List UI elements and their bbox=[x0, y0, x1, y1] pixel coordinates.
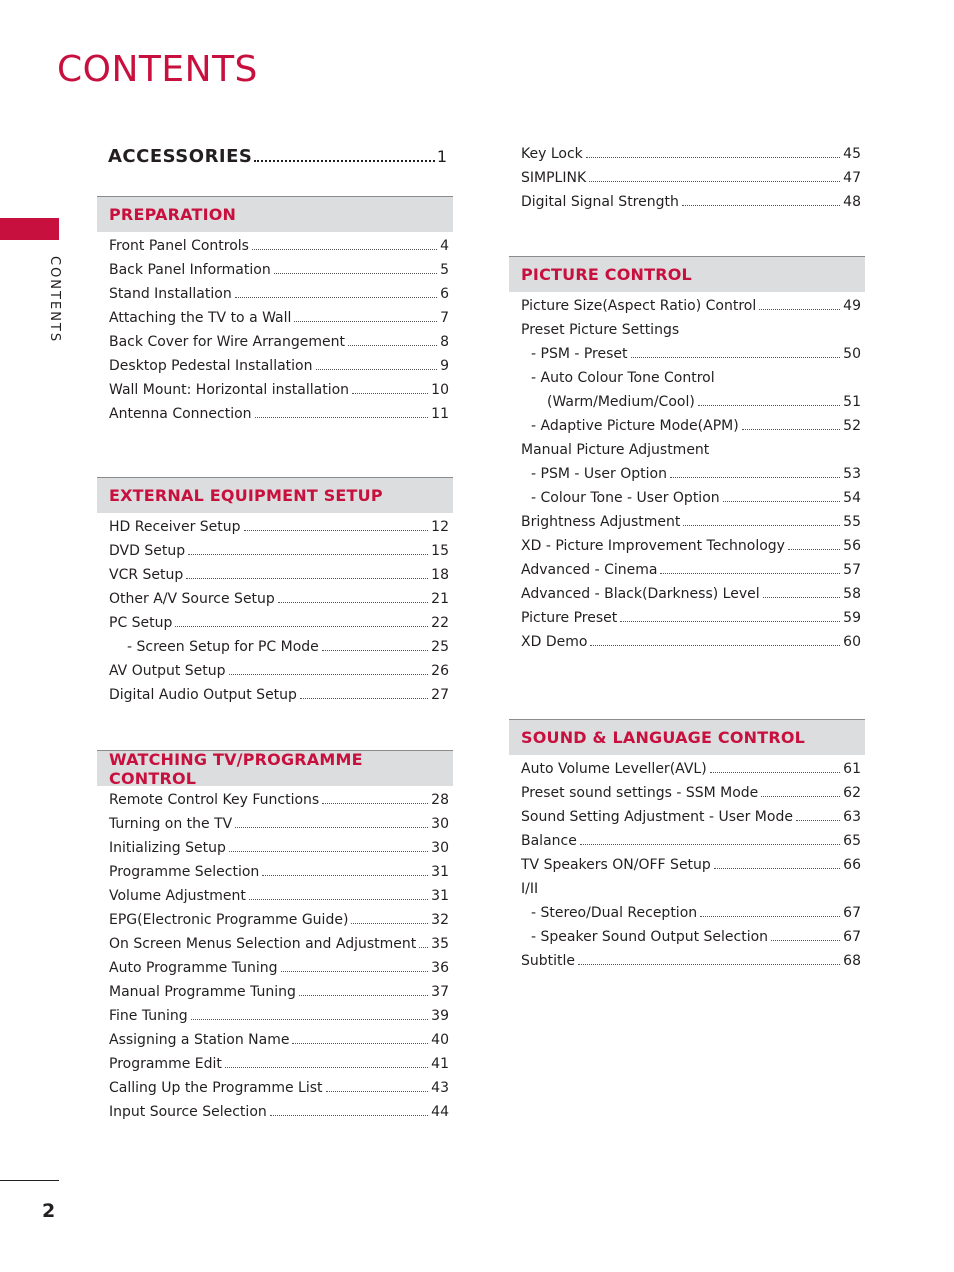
toc-entry[interactable] bbox=[521, 881, 861, 905]
toc-entry-label: - PSM - User Option bbox=[531, 466, 667, 482]
dot-leader bbox=[631, 357, 841, 358]
toc-entry-page: 8 bbox=[440, 334, 449, 350]
toc-entry-label: Back Cover for Wire Arrangement bbox=[109, 334, 345, 350]
toc-entry-label: (Warm/Medium/Cool) bbox=[547, 394, 695, 410]
toc-entry[interactable] bbox=[521, 346, 861, 370]
toc-entry-label: Calling Up the Programme List bbox=[109, 1080, 323, 1096]
toc-entry-label: Programme Edit bbox=[109, 1056, 222, 1072]
toc-entry-label: - Auto Colour Tone Control bbox=[531, 370, 715, 386]
toc-entry-label: HD Receiver Setup bbox=[109, 519, 241, 535]
dot-leader bbox=[292, 1043, 428, 1044]
section-heading: WATCHING TV/PROGRAMME CONTROL bbox=[109, 749, 363, 788]
toc-entry-label: Picture Size(Aspect Ratio) Control bbox=[521, 298, 757, 314]
toc-list bbox=[509, 292, 865, 658]
dot-leader bbox=[763, 597, 841, 598]
toc-entry-page: 22 bbox=[431, 615, 449, 631]
side-section-label: CONTENTS bbox=[47, 256, 62, 344]
dot-leader bbox=[723, 501, 841, 502]
toc-entry[interactable] bbox=[109, 960, 449, 984]
toc-entry[interactable] bbox=[521, 146, 861, 170]
dot-leader bbox=[244, 530, 429, 531]
dot-leader bbox=[262, 875, 428, 876]
toc-list bbox=[97, 232, 453, 430]
toc-entry-label: - Screen Setup for PC Mode bbox=[127, 639, 319, 655]
toc-entry-label: ACCESSORIES bbox=[108, 146, 253, 167]
toc-entry[interactable] bbox=[109, 639, 449, 663]
toc-entry[interactable] bbox=[521, 857, 861, 881]
toc-entry[interactable] bbox=[109, 334, 449, 358]
toc-list bbox=[97, 786, 453, 1128]
toc-entry-label: Antenna Connection bbox=[109, 406, 252, 422]
toc-entry[interactable] bbox=[109, 912, 449, 936]
dot-leader bbox=[788, 549, 840, 550]
dot-leader bbox=[348, 345, 437, 346]
dot-leader bbox=[294, 321, 437, 322]
toc-entry-page: 31 bbox=[431, 888, 449, 904]
toc-entry-label: Assigning a Station Name bbox=[109, 1032, 290, 1048]
left-column bbox=[97, 146, 453, 1128]
section-heading-band bbox=[97, 196, 453, 232]
dot-leader bbox=[299, 995, 428, 996]
toc-entry[interactable] bbox=[521, 634, 861, 658]
dot-leader bbox=[175, 626, 428, 627]
dot-leader bbox=[229, 674, 429, 675]
dot-leader bbox=[254, 160, 434, 162]
toc-entry[interactable] bbox=[521, 370, 861, 394]
toc-entry-label: - Adaptive Picture Mode(APM) bbox=[531, 418, 739, 434]
section-heading-band bbox=[509, 719, 865, 755]
toc-entry-page: 12 bbox=[431, 519, 449, 535]
toc-entry[interactable] bbox=[109, 792, 449, 816]
dot-leader bbox=[316, 369, 438, 370]
toc-entry[interactable] bbox=[109, 816, 449, 840]
toc-entry-label: Input Source Selection bbox=[109, 1104, 267, 1120]
toc-entry[interactable] bbox=[521, 322, 861, 346]
toc-entry-label: Key Lock bbox=[521, 146, 583, 162]
toc-entry-page: 68 bbox=[843, 953, 861, 969]
dot-leader bbox=[796, 820, 840, 821]
toc-entry-page: 30 bbox=[431, 840, 449, 856]
toc-entry-label: VCR Setup bbox=[109, 567, 184, 583]
toc-entry[interactable] bbox=[109, 840, 449, 864]
toc-entry-label: On Screen Menus Selection and Adjustment bbox=[109, 936, 417, 952]
toc-entry-page: 58 bbox=[843, 586, 861, 602]
toc-section bbox=[97, 196, 453, 430]
dot-leader bbox=[590, 645, 840, 646]
toc-entry-page: 45 bbox=[843, 146, 861, 162]
toc-entry[interactable] bbox=[521, 538, 861, 562]
toc-entry-page: 25 bbox=[431, 639, 449, 655]
toc-entry-page: 43 bbox=[431, 1080, 449, 1096]
toc-entry-page: 57 bbox=[843, 562, 861, 578]
toc-entry-label: - PSM - Preset bbox=[531, 346, 628, 362]
toc-entry[interactable] bbox=[521, 562, 861, 586]
dot-leader bbox=[326, 1091, 429, 1092]
dot-leader bbox=[759, 309, 840, 310]
toc-entry-label: Front Panel Controls bbox=[109, 238, 249, 254]
toc-entry[interactable] bbox=[521, 785, 861, 809]
toc-entry[interactable] bbox=[521, 418, 861, 442]
toc-entry-page: 11 bbox=[431, 406, 449, 422]
toc-entry[interactable] bbox=[109, 1080, 449, 1104]
toc-entry-label: Volume Adjustment bbox=[109, 888, 246, 904]
dot-leader bbox=[270, 1115, 428, 1116]
toc-entry-page: 5 bbox=[440, 262, 449, 278]
toc-entry-page: 32 bbox=[431, 912, 449, 928]
toc-entry-page: 50 bbox=[843, 346, 861, 362]
toc-entry[interactable] bbox=[521, 466, 861, 490]
toc-entry-label: Advanced - Cinema bbox=[521, 562, 658, 578]
toc-entry[interactable] bbox=[521, 490, 861, 514]
dot-leader bbox=[700, 916, 840, 917]
dot-leader bbox=[249, 899, 428, 900]
toc-entry-label: AV Output Setup bbox=[109, 663, 226, 679]
toc-entry-label: Other A/V Source Setup bbox=[109, 591, 275, 607]
toc-entry-page: 6 bbox=[440, 286, 449, 302]
toc-entry-page: 26 bbox=[431, 663, 449, 679]
dot-leader bbox=[229, 851, 428, 852]
toc-entry[interactable] bbox=[109, 615, 449, 639]
dot-leader bbox=[235, 827, 428, 828]
toc-entry-page: 30 bbox=[431, 816, 449, 832]
toc-entry-label: Desktop Pedestal Installation bbox=[109, 358, 313, 374]
toc-entry[interactable] bbox=[109, 238, 449, 262]
toc-entry-page: 31 bbox=[431, 864, 449, 880]
section-heading: PICTURE CONTROL bbox=[521, 265, 692, 284]
toc-entry-page: 10 bbox=[431, 382, 449, 398]
toc-entry-page: 61 bbox=[843, 761, 861, 777]
toc-entry[interactable] bbox=[109, 382, 449, 406]
toc-entry[interactable] bbox=[109, 543, 449, 567]
dot-leader bbox=[352, 393, 428, 394]
toc-entry[interactable] bbox=[521, 514, 861, 538]
section-heading: EXTERNAL EQUIPMENT SETUP bbox=[109, 486, 383, 505]
toc-entry-page: 53 bbox=[843, 466, 861, 482]
toc-entry[interactable] bbox=[521, 194, 861, 218]
toc-section bbox=[97, 477, 453, 711]
toc-entry-page: 44 bbox=[431, 1104, 449, 1120]
toc-entry-label: Brightness Adjustment bbox=[521, 514, 681, 530]
dot-leader bbox=[419, 947, 428, 948]
toc-entry-label: - Colour Tone - User Option bbox=[531, 490, 720, 506]
toc-entry-page: 59 bbox=[843, 610, 861, 626]
toc-entry-page: 41 bbox=[431, 1056, 449, 1072]
toc-entry[interactable] bbox=[109, 663, 449, 687]
toc-entry-label: XD Demo bbox=[521, 634, 588, 650]
toc-entry-label: - Stereo/Dual Reception bbox=[531, 905, 698, 921]
dot-leader bbox=[710, 772, 841, 773]
toc-entry-label: Programme Selection bbox=[109, 864, 260, 880]
toc-entry-page: 40 bbox=[431, 1032, 449, 1048]
dot-leader bbox=[742, 429, 840, 430]
toc-entry-page: 51 bbox=[843, 394, 861, 410]
dot-leader bbox=[186, 578, 428, 579]
dot-leader bbox=[620, 621, 840, 622]
toc-section bbox=[509, 719, 865, 977]
toc-entry[interactable] bbox=[109, 567, 449, 591]
toc-entry-page: 55 bbox=[843, 514, 861, 530]
toc-entry-page: 48 bbox=[843, 194, 861, 210]
toc-entry[interactable] bbox=[109, 358, 449, 382]
dot-leader bbox=[578, 964, 840, 965]
toc-entry-label: Auto Volume Leveller(AVL) bbox=[521, 761, 707, 777]
toc-entry-label: Auto Programme Tuning bbox=[109, 960, 278, 976]
toc-entry[interactable] bbox=[109, 1104, 449, 1128]
toc-entry[interactable] bbox=[521, 442, 861, 466]
toc-list bbox=[509, 755, 865, 977]
dot-leader bbox=[188, 554, 428, 555]
toc-entry-label: I/II bbox=[521, 881, 539, 897]
toc-entry-label: Preset Picture Settings bbox=[521, 322, 680, 338]
toc-entry-label: Back Panel Information bbox=[109, 262, 271, 278]
toc-entry-page: 60 bbox=[843, 634, 861, 650]
toc-entry[interactable] bbox=[109, 1032, 449, 1056]
toc-entry-page: 28 bbox=[431, 792, 449, 808]
toc-entry-page: 65 bbox=[843, 833, 861, 849]
dot-leader bbox=[274, 273, 437, 274]
toc-entry-page: 54 bbox=[843, 490, 861, 506]
toc-entry-label: Subtitle bbox=[521, 953, 576, 969]
toc-entry-label: Manual Picture Adjustment bbox=[521, 442, 710, 458]
footer-rule bbox=[0, 1180, 59, 1181]
toc-entry[interactable] bbox=[521, 929, 861, 953]
toc-entry-label: Remote Control Key Functions bbox=[109, 792, 320, 808]
toc-entry-label: Sound Setting Adjustment - User Mode bbox=[521, 809, 793, 825]
toc-entry-label: XD - Picture Improvement Technology bbox=[521, 538, 785, 554]
toc-entry-page: 27 bbox=[431, 687, 449, 703]
toc-entry[interactable] bbox=[109, 1056, 449, 1080]
toc-entry-page: 9 bbox=[440, 358, 449, 374]
dot-leader bbox=[761, 796, 840, 797]
dot-leader bbox=[278, 602, 428, 603]
toc-entry[interactable] bbox=[109, 519, 449, 543]
section-heading-band bbox=[97, 750, 453, 786]
toc-entry-page: 4 bbox=[440, 238, 449, 254]
section-heading: SOUND & LANGUAGE CONTROL bbox=[521, 728, 806, 747]
toc-entry-label: Attaching the TV to a Wall bbox=[109, 310, 292, 326]
toc-entry[interactable] bbox=[521, 953, 861, 977]
toc-entry-label: Turning on the TV bbox=[109, 816, 233, 832]
dot-leader bbox=[586, 157, 840, 158]
toc-entry-page: 1 bbox=[436, 147, 447, 166]
toc-entry-page: 67 bbox=[843, 929, 861, 945]
dot-leader bbox=[683, 525, 840, 526]
toc-entry-page: 21 bbox=[431, 591, 449, 607]
toc-entry[interactable] bbox=[109, 310, 449, 334]
toc-entry-page: 37 bbox=[431, 984, 449, 1000]
section-tab-marker bbox=[0, 218, 59, 240]
toc-entry-page: 63 bbox=[843, 809, 861, 825]
toc-entry-label: EPG(Electronic Programme Guide) bbox=[109, 912, 349, 928]
toc-entry-label: - Speaker Sound Output Selection bbox=[531, 929, 769, 945]
toc-entry[interactable] bbox=[521, 905, 861, 929]
dot-leader bbox=[682, 205, 840, 206]
section-heading-band bbox=[509, 256, 865, 292]
toc-entry[interactable] bbox=[521, 809, 861, 833]
toc-entry[interactable] bbox=[109, 888, 449, 912]
dot-leader bbox=[351, 923, 428, 924]
toc-entry[interactable] bbox=[521, 610, 861, 634]
toc-entry[interactable] bbox=[521, 394, 861, 418]
toc-entry-page: 35 bbox=[431, 936, 449, 952]
toc-list bbox=[509, 146, 865, 218]
toc-entry-page: 66 bbox=[843, 857, 861, 873]
toc-entry[interactable] bbox=[109, 864, 449, 888]
toc-entry-label: Digital Audio Output Setup bbox=[109, 687, 297, 703]
toc-entry-label: Fine Tuning bbox=[109, 1008, 188, 1024]
toc-entry-page: 15 bbox=[431, 543, 449, 559]
dot-leader bbox=[322, 803, 428, 804]
toc-entry[interactable] bbox=[109, 406, 449, 430]
toc-section bbox=[509, 256, 865, 658]
toc-entry-page: 18 bbox=[431, 567, 449, 583]
dot-leader bbox=[771, 940, 840, 941]
toc-entry-page: 36 bbox=[431, 960, 449, 976]
toc-entry-label: Picture Preset bbox=[521, 610, 618, 626]
dot-leader bbox=[698, 405, 840, 406]
dot-leader bbox=[235, 297, 437, 298]
section-heading-band bbox=[97, 477, 453, 513]
toc-entry-label: DVD Setup bbox=[109, 543, 186, 559]
dot-leader bbox=[255, 417, 429, 418]
section-heading: PREPARATION bbox=[109, 205, 237, 224]
toc-entry[interactable] bbox=[109, 687, 449, 711]
toc-entry-label: Manual Programme Tuning bbox=[109, 984, 296, 1000]
toc-entry[interactable] bbox=[521, 761, 861, 785]
dot-leader bbox=[252, 249, 437, 250]
dot-leader bbox=[281, 971, 429, 972]
toc-entry-page: 62 bbox=[843, 785, 861, 801]
toc-entry-page: 47 bbox=[843, 170, 861, 186]
toc-entry-label: TV Speakers ON/OFF Setup bbox=[521, 857, 711, 873]
toc-entry-page: 52 bbox=[843, 418, 861, 434]
toc-entry[interactable] bbox=[109, 286, 449, 310]
dot-leader bbox=[225, 1067, 428, 1068]
toc-entry-accessories[interactable] bbox=[97, 146, 453, 174]
toc-entry-label: Wall Mount: Horizontal installation bbox=[109, 382, 350, 398]
toc-entry-page: 49 bbox=[843, 298, 861, 314]
toc-entry-page: 39 bbox=[431, 1008, 449, 1024]
toc-section bbox=[97, 750, 453, 1128]
toc-entry-label: Advanced - Black(Darkness) Level bbox=[521, 586, 760, 602]
toc-entry-label: SIMPLINK bbox=[521, 170, 587, 186]
toc-entry[interactable] bbox=[521, 170, 861, 194]
dot-leader bbox=[580, 844, 840, 845]
toc-entry-label: Preset sound settings - SSM Mode bbox=[521, 785, 759, 801]
dot-leader bbox=[191, 1019, 428, 1020]
toc-entry[interactable] bbox=[109, 591, 449, 615]
toc-entry[interactable] bbox=[109, 984, 449, 1008]
dot-leader bbox=[660, 573, 840, 574]
toc-entry-label: Initializing Setup bbox=[109, 840, 226, 856]
toc-entry-label: Balance bbox=[521, 833, 577, 849]
page-title: CONTENTS bbox=[57, 49, 258, 90]
toc-entry[interactable] bbox=[109, 262, 449, 286]
toc-entry-page: 56 bbox=[843, 538, 861, 554]
toc-entry[interactable] bbox=[521, 586, 861, 610]
page-number: 2 bbox=[42, 1200, 56, 1222]
dot-leader bbox=[714, 868, 840, 869]
dot-leader bbox=[670, 477, 840, 478]
toc-entry[interactable] bbox=[109, 1008, 449, 1032]
right-column bbox=[509, 146, 865, 977]
dot-leader bbox=[322, 650, 428, 651]
toc-entry[interactable] bbox=[521, 298, 861, 322]
toc-list bbox=[97, 513, 453, 711]
toc-entry-label: PC Setup bbox=[109, 615, 173, 631]
toc-entry-page: 67 bbox=[843, 905, 861, 921]
dot-leader bbox=[589, 181, 840, 182]
toc-entry-page: 7 bbox=[440, 310, 449, 326]
toc-entry[interactable] bbox=[109, 936, 449, 960]
toc-entry-label: Stand Installation bbox=[109, 286, 232, 302]
toc-entry[interactable] bbox=[521, 833, 861, 857]
dot-leader bbox=[300, 698, 428, 699]
toc-entry-label: Digital Signal Strength bbox=[521, 194, 679, 210]
